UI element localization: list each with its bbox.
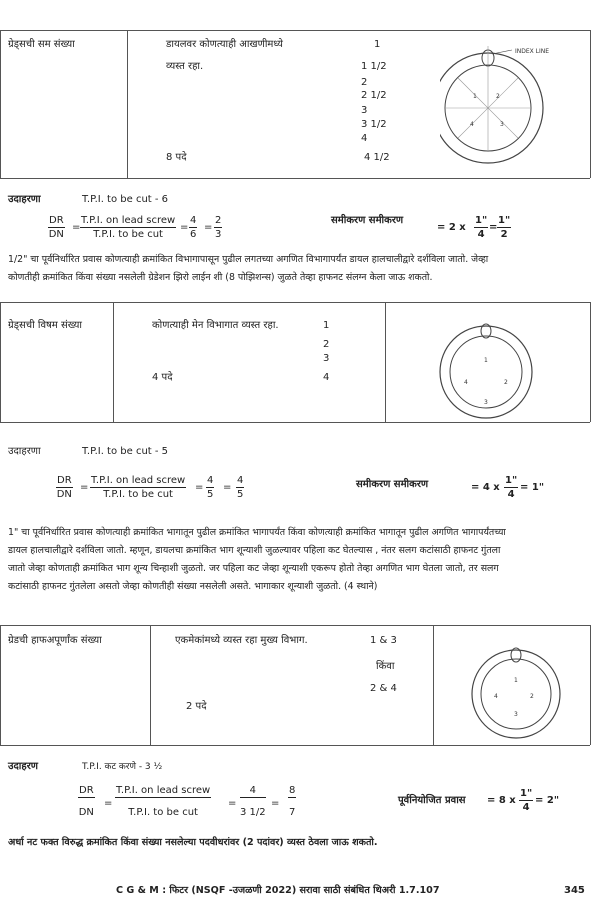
position-value: 4 xyxy=(361,133,368,144)
paragraph-line: 1" चा पूर्वनिर्धारित प्रवास कोणत्याही क्रमांकित भागातून पुढील क्रमांकित भागापर्यंत किंवा कोणत्याही क्रमांकित भागातून पुढील अगणित भागापर्यंतच्या xyxy=(8,527,506,538)
dial-mark: 4 xyxy=(470,121,474,128)
dial-mark: 4 xyxy=(464,379,468,386)
equals-sign: = xyxy=(104,798,113,809)
ratio-fraction: $\frac{4}{5}$ xyxy=(237,475,244,500)
position-value: 1 xyxy=(323,320,330,331)
dr-dn-fraction: $\frac{DR}{DN}$ xyxy=(56,475,72,500)
paragraph-line: 1/2" चा पूर्वनिर्धारित प्रवास कोणत्याही क्रमांकित विभागापासून पुढील लगतच्या अगणित विभागापर्यंत डायल हालचालीद्वारे दर्शविला जातो. जेव्हा xyxy=(8,254,489,265)
example3-tpi: T.P.I. कट करणे - 3 ½ xyxy=(82,762,163,772)
table2-divider xyxy=(385,302,386,422)
paragraph-1 xyxy=(8,251,488,287)
instruction: एकमेकांमध्ये व्यस्त रहा मुख्य विभाग. xyxy=(175,635,308,646)
position-value: 1 1/2 xyxy=(361,61,387,72)
thread-dial-diagram-even xyxy=(440,40,580,168)
dial-mark: 1 xyxy=(473,93,477,100)
dial-mark: 2 xyxy=(504,379,508,386)
example3-label: उदाहरण xyxy=(8,761,39,772)
dial-mark: 4 xyxy=(494,693,498,700)
position-value: 2 1/2 xyxy=(361,90,387,101)
grade-label-even: ग्रेड्सची सम संख्या xyxy=(8,39,75,50)
dial-mark: 3 xyxy=(484,399,488,406)
ratio-fraction: $\frac{8}{7}$ xyxy=(289,785,296,818)
equation-suffix: = 1" xyxy=(520,482,545,493)
dial-mark: 1 xyxy=(514,677,518,684)
table2-left-border xyxy=(0,302,1,422)
table3-bottom-border xyxy=(0,745,590,746)
equals-sign: = xyxy=(195,482,204,493)
table2-right-border xyxy=(590,302,591,422)
equation-prefix: = 4 x xyxy=(471,482,500,493)
position-value: 2 & 4 xyxy=(370,683,397,694)
table1-left-border xyxy=(0,30,1,178)
equation-label: समीकरण समीकरण xyxy=(356,479,429,490)
example1-tpi: T.P.I. to be cut - 6 xyxy=(82,194,169,205)
table3-left-border xyxy=(0,625,1,745)
thread-count: 2 पदे xyxy=(186,701,207,712)
page-number: 345 xyxy=(564,885,585,896)
paragraph-line: कटांसाठी हाफनट गुंतलेला असतो जेव्हा कोणतीही संख्या नसलेली असते. भागाकार शून्याशी जुळतो. (4 स्थाने) xyxy=(8,581,378,592)
dial-mark: 3 xyxy=(514,711,518,718)
equation-suffix: = 2" xyxy=(535,795,560,806)
position-value: 3 1/2 xyxy=(361,119,387,130)
thread-count: 8 पदे xyxy=(166,152,187,163)
equals-sign: = xyxy=(180,222,189,233)
note-text: अर्धा नट फक्त विरुद्ध क्रमांकित किंवा संख्या नसलेल्या पदवीधरांवर (2 पदांवर) व्यस्त ठेवला जाऊ शकतो. xyxy=(8,837,378,848)
equals-sign: = xyxy=(204,222,213,233)
position-value: 1 & 3 xyxy=(370,635,397,646)
table2-divider xyxy=(113,302,114,422)
ratio-fraction: $\frac{4}{3 1/2}$ xyxy=(240,785,266,818)
table3-divider xyxy=(433,625,434,745)
dr-dn-fraction: $\frac{DR}{DN}$ xyxy=(48,215,64,240)
equation-label: पूर्वनियोजित प्रवास xyxy=(398,795,466,806)
tpi-fraction: T.P.I. on lead screw T.P.I. to be cut xyxy=(81,215,176,240)
equals-sign: = xyxy=(223,482,232,493)
thread-count: 4 पदे xyxy=(152,372,173,383)
table3-divider xyxy=(150,625,151,745)
ratio-fraction: $\frac{4}{5}$ xyxy=(207,475,214,500)
index-line-label: INDEX LINE xyxy=(515,48,550,55)
equals-sign: = xyxy=(271,798,280,809)
position-value: 1 xyxy=(374,39,381,50)
equation-fraction: $\frac{1"}{4}$ xyxy=(475,215,488,240)
instruction-line-2: व्यस्त रहा. xyxy=(166,61,204,72)
paragraph-2 xyxy=(8,524,506,596)
paragraph-line: जातो जेव्हा कोणताही क्रमांकित भाग शून्य चिन्हाशी जुळतो. जर पहिला कट जेव्हा शून्याशी एकरूप होतो तेव्हा अगणित भाग घेतला जातो, तर सलग xyxy=(8,563,499,574)
position-value: 3 xyxy=(361,105,368,116)
ratio-fraction: $\frac{2}{3}$ xyxy=(215,215,222,240)
tpi-fraction: T.P.I. on lead screw T.P.I. to be cut xyxy=(91,475,186,500)
position-value: 2 xyxy=(361,77,368,88)
table1-right-border xyxy=(590,30,591,178)
equation-prefix: = 8 x xyxy=(487,795,516,806)
table1-bottom-border xyxy=(0,178,590,179)
or-text: किंवा xyxy=(376,661,395,672)
dr-dn-fraction: $\frac{DR}{DN}$ xyxy=(78,785,94,818)
example2-label: उदाहरणा xyxy=(8,446,41,457)
equation-prefix: = 2 x xyxy=(437,222,466,233)
equals-sign: = xyxy=(228,798,237,809)
dial-mark: 1 xyxy=(484,357,488,364)
table1-top-border xyxy=(0,30,590,31)
grade-label-half: ग्रेडची हाफअपूर्णांक संख्या xyxy=(8,635,102,646)
equation-fraction: $\frac{1"}{2}$ xyxy=(498,215,511,240)
equation-fraction: $\frac{1"}{4}$ xyxy=(520,788,533,813)
position-value: 4 1/2 xyxy=(364,152,390,163)
table2-top-border xyxy=(0,302,590,303)
paragraph-line: डायल हालचालीद्वारे दर्शविला जातो. म्हणून, डायलचा क्रमांकित भाग शून्याशी जुळल्यावर पहिला कट घेतल्यास , नंतर सलग कटांसाठी हाफनट गुंतला xyxy=(8,545,501,556)
table3-top-border xyxy=(0,625,590,626)
instruction-line-1: डायलवर कोणत्याही आखणीमध्ये xyxy=(166,39,283,50)
instruction: कोणत्याही मेन विभागात व्यस्त रहा. xyxy=(152,320,279,331)
grade-label-odd: ग्रेड्सची विषम संख्या xyxy=(8,320,82,331)
table3-right-border xyxy=(590,625,591,745)
example1-label: उदाहरणा xyxy=(8,194,41,205)
table1-divider xyxy=(127,30,128,178)
position-value: 4 xyxy=(323,372,330,383)
dial-mark: 3 xyxy=(500,121,504,128)
equals-sign: = xyxy=(72,222,81,233)
tpi-fraction: T.P.I. on lead screw T.P.I. to be cut xyxy=(116,785,211,818)
equation-label: समीकरण समीकरण xyxy=(331,215,404,226)
dial-mark: 2 xyxy=(530,693,534,700)
thread-dial-diagram-half xyxy=(470,634,570,742)
equals-sign: = xyxy=(489,222,498,233)
position-value: 3 xyxy=(323,353,330,364)
example2-tpi: T.P.I. to be cut - 5 xyxy=(82,446,169,457)
footer-title: C G & M : फिटर (NSQF -उजळणी 2022) सरावा साठी संबंधित थिअरी 1.7.107 xyxy=(116,885,440,896)
thread-dial-diagram-odd xyxy=(438,312,538,420)
paragraph-line: कोणतीही क्रमांकित किंवा संख्या नसलेली ग्रेडेशन झिरो लाईन शी (8 पोझिशन्स) जुळते तेव्हा हाफनट संलग्न केला जाऊ शकतो. xyxy=(8,272,433,283)
position-value: 2 xyxy=(323,339,330,350)
table2-bottom-border xyxy=(0,422,590,423)
dial-mark: 2 xyxy=(496,93,500,100)
equals-sign: = xyxy=(80,482,89,493)
equation-fraction: $\frac{1"}{4}$ xyxy=(505,475,518,500)
ratio-fraction: $\frac{4}{6}$ xyxy=(190,215,197,240)
